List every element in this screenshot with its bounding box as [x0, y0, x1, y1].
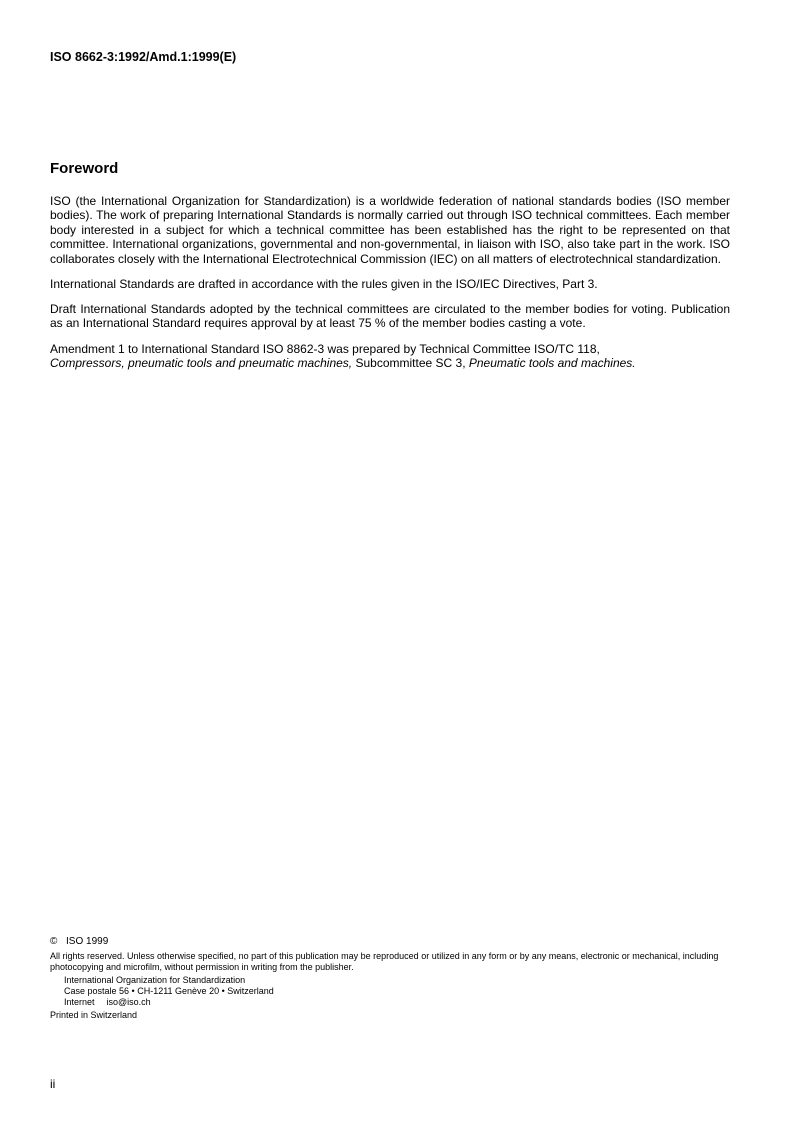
publisher-internet	[64, 997, 740, 1008]
publisher-name: International Organization for Standardization	[64, 975, 246, 985]
committee-title: Compressors, pneumatic tools and pneumatic machines,	[50, 356, 353, 371]
publisher-postal-address: Case postale 56 • CH-1211 Genève 20 • Switzerland	[64, 986, 274, 996]
printed-in: Printed in Switzerland	[50, 1010, 138, 1020]
copyright-notice: All rights reserved. Unless otherwise specified, no part of this publication may be reproduced or utilized in any form or by any means, electronic or mechanical, including photocopying and microfilm, without permission in writing from the publisher.	[50, 951, 719, 972]
internet-email: iso@iso.ch	[106, 997, 151, 1007]
copyright-line	[50, 936, 740, 947]
amendment-middle-text: Subcommittee SC 3,	[352, 356, 469, 371]
page-number: ii	[50, 1077, 56, 1091]
foreword-paragraph-amendment	[50, 342, 730, 371]
foreword-heading: Foreword	[50, 160, 119, 177]
copyright-icon: ©	[50, 936, 58, 947]
copyright-block	[50, 936, 740, 1021]
internet-label: Internet	[64, 997, 95, 1007]
foreword-paragraph-iso: ISO (the International Organization for Standardization) is a worldwide federation of national standards bodies (ISO member bodies). The work of preparing International Standards is normally carried out through ISO technical committees. Each member body interested in a subject for which a technical committee has been established has the right to be represented on that committee. International organizations, governmental and non-governmental, in liaison with ISO, also take part in the work. ISO collaborates closely with the International Electrotechnical Commission (IEC) on all matters of electrotechnical standardization.	[50, 194, 730, 266]
copyright-year: ISO 1999	[66, 936, 109, 947]
subcommittee-title: Pneumatic tools and machines.	[468, 356, 636, 371]
publisher-address	[50, 975, 740, 1008]
foreword-paragraph-directives: International Standards are drafted in accordance with the rules given in the ISO/IEC Directives, Part 3.	[50, 276, 598, 291]
amendment-lead-text: Amendment 1 to International Standard ISO 8862-3 was prepared by Technical Committee ISO/TC 118,	[50, 341, 600, 356]
foreword-body	[50, 194, 730, 381]
document-header-id: ISO 8662-3:1992/Amd.1:1999(E)	[50, 50, 237, 64]
foreword-paragraph-voting: Draft International Standards adopted by the technical committees are circulated to the member bodies for voting. Publication as an International Standard requires approval by at least 75 % of the member bodies casting a vote.	[50, 302, 730, 331]
